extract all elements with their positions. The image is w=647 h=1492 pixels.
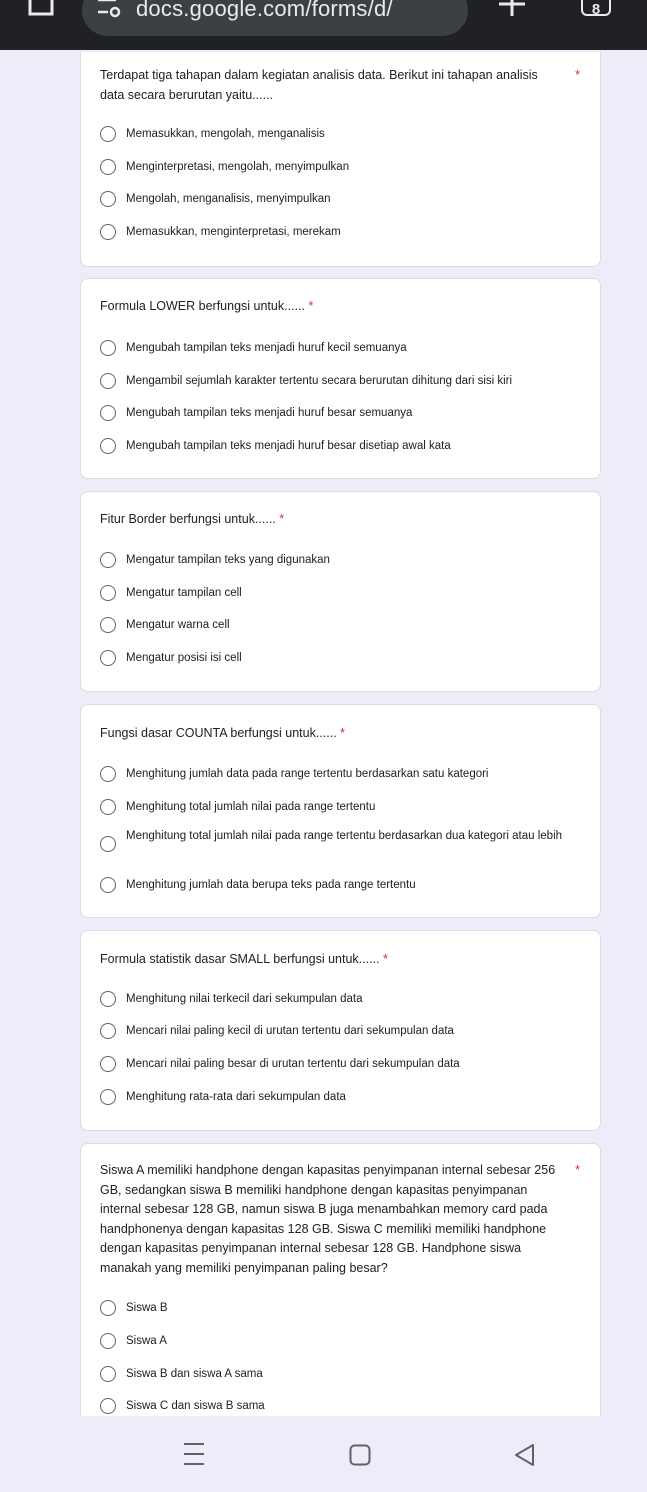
- required-asterisk: *: [383, 952, 388, 966]
- radio-button[interactable]: [100, 552, 116, 568]
- radio-button[interactable]: [100, 373, 116, 389]
- option-label: Menghitung total jumlah nilai pada range tertentu: [126, 801, 376, 813]
- question-card-5: [80, 930, 601, 1131]
- option-label: Menginterpretasi, mengolah, menyimpulkan: [126, 161, 350, 173]
- option-label: Menghitung jumlah data berupa teks pada range tertentu: [126, 879, 416, 891]
- radio-button[interactable]: [100, 991, 116, 1007]
- required-asterisk: *: [575, 1163, 580, 1177]
- home-icon[interactable]: [26, 0, 56, 18]
- option-label: Siswa B: [126, 1302, 168, 1314]
- option-label: Mengatur posisi isi cell: [126, 652, 242, 664]
- option-label: Siswa C dan siswa B sama: [126, 1400, 265, 1412]
- option-label: Siswa A: [126, 1335, 167, 1347]
- radio-button[interactable]: [100, 1366, 116, 1382]
- question-text: Fungsi dasar COUNTA berfungsi untuk...... *: [100, 726, 346, 740]
- option-label: Mengolah, menganalisis, menyimpulkan: [126, 193, 331, 205]
- back-icon[interactable]: [513, 1443, 535, 1467]
- radio-button[interactable]: [100, 191, 116, 207]
- question-text: Terdapat tiga tahapan dalam kegiatan analisis data. Berikut ini tahapan analisis data secara berurutan yaitu......: [100, 68, 538, 102]
- radio-button[interactable]: [100, 1398, 116, 1414]
- question-card-3: [80, 491, 601, 692]
- question-text: Fitur Border berfungsi untuk...... *: [100, 512, 285, 526]
- radio-button[interactable]: [100, 1056, 116, 1072]
- radio-button[interactable]: [100, 340, 116, 356]
- radio-button[interactable]: [100, 1300, 116, 1316]
- home-button-icon[interactable]: [349, 1444, 371, 1466]
- browser-toolbar: [0, 0, 647, 50]
- option-label: Menghitung jumlah data pada range tertentu berdasarkan satu kategori: [126, 768, 489, 780]
- required-asterisk: *: [279, 512, 285, 526]
- radio-button[interactable]: [100, 159, 116, 175]
- option-label: Mengatur tampilan cell: [126, 587, 242, 599]
- radio-button[interactable]: [100, 799, 116, 815]
- radio-button[interactable]: [100, 224, 116, 240]
- site-settings-icon[interactable]: [96, 0, 122, 18]
- option-label: Mengambil sejumlah karakter tertentu secara berurutan dihitung dari sisi kiri: [126, 375, 513, 387]
- option-label: Mencari nilai paling kecil di urutan tertentu dari sekumpulan data: [126, 1025, 454, 1037]
- radio-button[interactable]: [100, 617, 116, 633]
- radio-button[interactable]: [100, 126, 116, 142]
- option-label: Siswa B dan siswa A sama: [126, 1368, 263, 1380]
- option-label: Menghitung rata-rata dari sekumpulan data: [126, 1091, 346, 1103]
- radio-button[interactable]: [100, 650, 116, 666]
- required-asterisk: *: [575, 68, 580, 82]
- option-label: Memasukkan, menginterpretasi, merekam: [126, 226, 341, 238]
- radio-button[interactable]: [100, 1089, 116, 1105]
- question-text: Formula LOWER berfungsi untuk...... *: [100, 299, 314, 313]
- tab-switcher-icon[interactable]: [581, 0, 611, 16]
- address-bar[interactable]: [82, 0, 468, 36]
- option-label: Mengubah tampilan teks menjadi huruf besar semuanya: [126, 407, 413, 419]
- option-label: Mengatur warna cell: [126, 619, 230, 631]
- radio-button[interactable]: [100, 405, 116, 421]
- tab-count: 8: [591, 1, 601, 18]
- required-asterisk: *: [340, 726, 346, 740]
- radio-button[interactable]: [100, 836, 116, 852]
- option-label: Mengubah tampilan teks menjadi huruf besar disetiap awal kata: [126, 440, 451, 452]
- question-card-2: [80, 278, 601, 479]
- question-card-1: [80, 52, 601, 267]
- system-navigation-bar: [0, 1416, 647, 1492]
- question-text: Formula statistik dasar SMALL berfungsi untuk...... *: [100, 952, 388, 966]
- option-label: Menghitung total jumlah nilai pada range tertentu berdasarkan dua kategori atau lebih: [126, 830, 563, 842]
- question-card-6: [80, 1143, 601, 1416]
- url-text: docs.google.com/forms/d/: [136, 0, 393, 21]
- recent-apps-icon[interactable]: [183, 1442, 205, 1466]
- option-label: Memasukkan, mengolah, menganalisis: [126, 128, 325, 140]
- option-label: Mengubah tampilan teks menjadi huruf kecil semuanya: [126, 342, 407, 354]
- radio-button[interactable]: [100, 877, 116, 893]
- radio-button[interactable]: [100, 1333, 116, 1349]
- question-text: Siswa A memiliki handphone dengan kapasitas penyimpanan internal sebesar 256 GB, sedangkan siswa B memiliki handphone dengan kapasitas penyimpanan internal sebesar 128 GB, namun siswa B juga menambahkan memory card pada handphonenya dengan kapasitas 128 GB. Siswa C memiliki memiliki handphone dengan kapasitas penyimpanan internal sebesar 128 GB. Handphone siswa manakah yang memiliki penyimpanan paling besar?: [100, 1163, 556, 1275]
- option-label: Menghitung nilai terkecil dari sekumpulan data: [126, 993, 363, 1005]
- option-label: Mengatur tampilan teks yang digunakan: [126, 554, 330, 566]
- question-card-4: [80, 704, 601, 918]
- radio-button[interactable]: [100, 766, 116, 782]
- required-asterisk: *: [308, 299, 314, 313]
- new-tab-icon[interactable]: [496, 0, 528, 20]
- radio-button[interactable]: [100, 438, 116, 454]
- radio-button[interactable]: [100, 585, 116, 601]
- option-label: Mencari nilai paling besar di urutan tertentu dari sekumpulan data: [126, 1058, 460, 1070]
- radio-button[interactable]: [100, 1023, 116, 1039]
